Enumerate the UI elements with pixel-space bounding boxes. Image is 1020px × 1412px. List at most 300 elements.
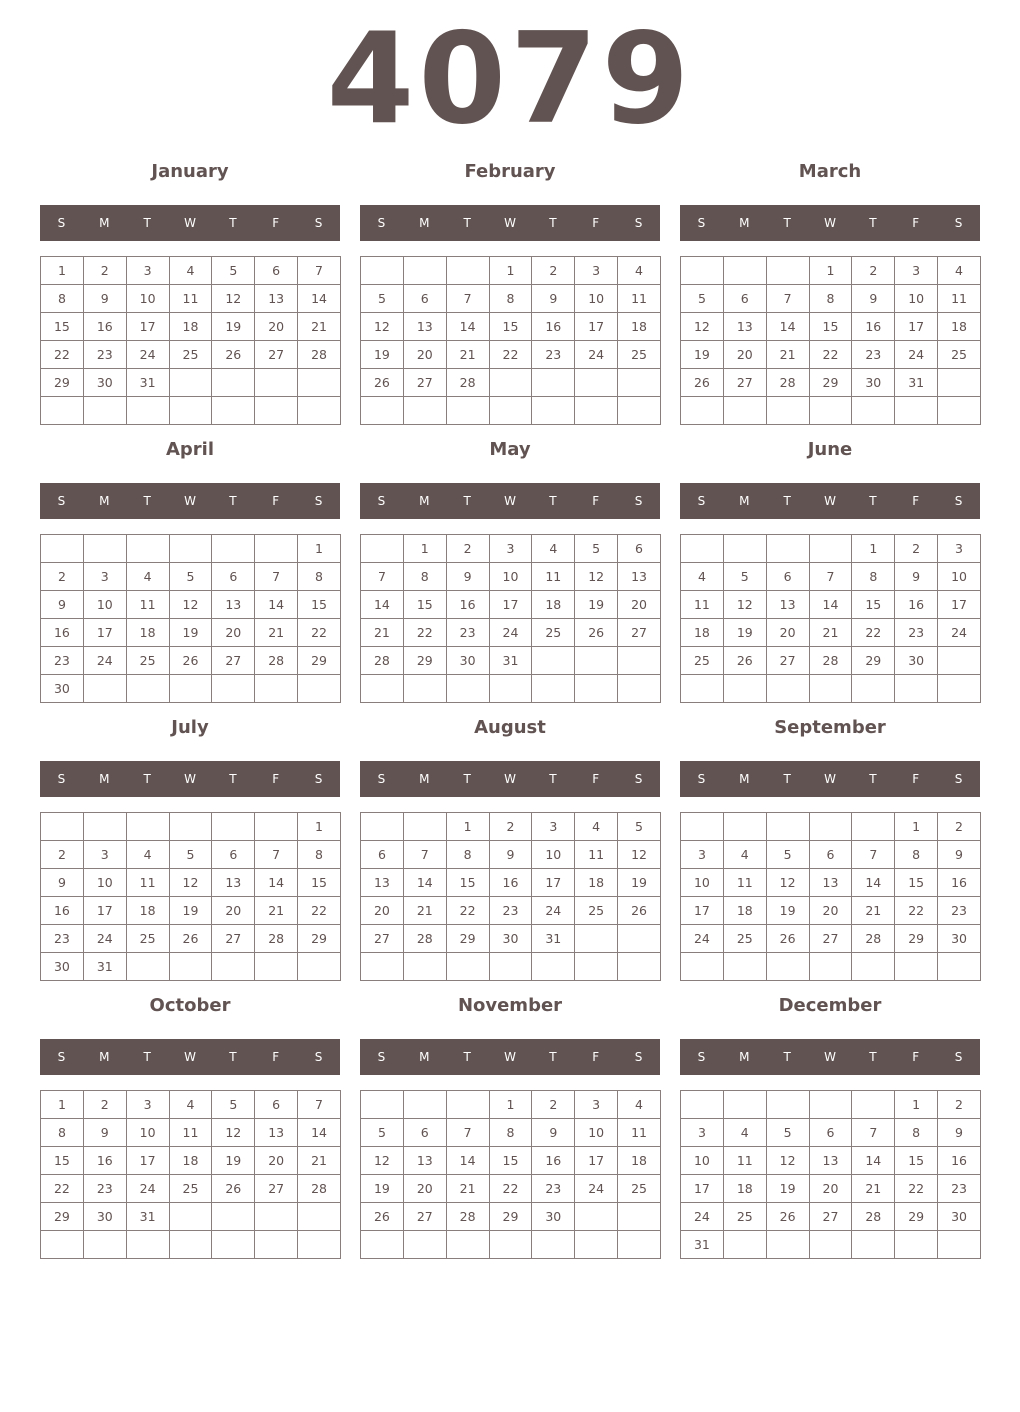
day-cell[interactable]: 4 (126, 563, 169, 591)
day-cell[interactable]: 4 (126, 841, 169, 869)
day-cell[interactable]: 10 (938, 563, 981, 591)
day-cell[interactable]: 25 (681, 647, 724, 675)
day-cell[interactable]: 21 (361, 619, 404, 647)
day-cell[interactable]: 5 (212, 257, 255, 285)
day-cell[interactable]: 27 (809, 1203, 852, 1231)
day-cell[interactable]: 29 (895, 925, 938, 953)
day-cell[interactable]: 11 (575, 841, 618, 869)
day-cell[interactable]: 21 (298, 1147, 341, 1175)
day-cell[interactable]: 8 (403, 563, 446, 591)
day-cell[interactable]: 12 (361, 313, 404, 341)
day-cell[interactable]: 2 (41, 841, 84, 869)
day-cell[interactable]: 15 (298, 869, 341, 897)
day-cell[interactable]: 8 (895, 1119, 938, 1147)
day-cell[interactable]: 28 (255, 925, 298, 953)
day-cell[interactable]: 7 (766, 285, 809, 313)
day-cell[interactable]: 16 (532, 1147, 575, 1175)
day-cell[interactable]: 12 (723, 591, 766, 619)
day-cell[interactable]: 16 (83, 1147, 126, 1175)
day-cell[interactable]: 23 (41, 647, 84, 675)
day-cell[interactable]: 17 (489, 591, 532, 619)
day-cell[interactable]: 10 (489, 563, 532, 591)
day-cell[interactable]: 26 (681, 369, 724, 397)
day-cell[interactable]: 7 (403, 841, 446, 869)
day-cell[interactable]: 7 (809, 563, 852, 591)
day-cell[interactable]: 22 (809, 341, 852, 369)
day-cell[interactable]: 17 (681, 897, 724, 925)
day-cell[interactable]: 24 (126, 341, 169, 369)
day-cell[interactable]: 30 (83, 1203, 126, 1231)
day-cell[interactable]: 16 (938, 869, 981, 897)
day-cell[interactable]: 5 (169, 563, 212, 591)
day-cell[interactable]: 30 (41, 675, 84, 703)
day-cell[interactable]: 8 (895, 841, 938, 869)
day-cell[interactable]: 25 (723, 1203, 766, 1231)
day-cell[interactable]: 19 (681, 341, 724, 369)
day-cell[interactable]: 20 (403, 341, 446, 369)
day-cell[interactable]: 6 (809, 1119, 852, 1147)
day-cell[interactable]: 20 (361, 897, 404, 925)
day-cell[interactable]: 29 (298, 925, 341, 953)
day-cell[interactable]: 3 (83, 841, 126, 869)
day-cell[interactable]: 30 (83, 369, 126, 397)
day-cell[interactable]: 17 (532, 869, 575, 897)
day-cell[interactable]: 25 (169, 1175, 212, 1203)
day-cell[interactable]: 15 (489, 313, 532, 341)
day-cell[interactable]: 7 (255, 563, 298, 591)
day-cell[interactable]: 22 (489, 341, 532, 369)
day-cell[interactable]: 2 (938, 1091, 981, 1119)
day-cell[interactable]: 10 (83, 591, 126, 619)
day-cell[interactable]: 27 (361, 925, 404, 953)
day-cell[interactable]: 8 (298, 563, 341, 591)
day-cell[interactable]: 9 (489, 841, 532, 869)
day-cell[interactable]: 11 (938, 285, 981, 313)
day-cell[interactable]: 19 (361, 341, 404, 369)
day-cell[interactable]: 27 (255, 341, 298, 369)
day-cell[interactable]: 4 (575, 813, 618, 841)
day-cell[interactable]: 28 (852, 1203, 895, 1231)
day-cell[interactable]: 18 (618, 1147, 661, 1175)
day-cell[interactable]: 23 (532, 341, 575, 369)
day-cell[interactable]: 18 (532, 591, 575, 619)
day-cell[interactable]: 12 (618, 841, 661, 869)
day-cell[interactable]: 9 (895, 563, 938, 591)
day-cell[interactable]: 25 (532, 619, 575, 647)
day-cell[interactable]: 11 (618, 285, 661, 313)
day-cell[interactable]: 10 (83, 869, 126, 897)
day-cell[interactable]: 2 (895, 535, 938, 563)
day-cell[interactable]: 2 (532, 1091, 575, 1119)
day-cell[interactable]: 24 (489, 619, 532, 647)
day-cell[interactable]: 30 (895, 647, 938, 675)
day-cell[interactable]: 2 (938, 813, 981, 841)
day-cell[interactable]: 17 (681, 1175, 724, 1203)
day-cell[interactable]: 6 (403, 285, 446, 313)
day-cell[interactable]: 28 (361, 647, 404, 675)
day-cell[interactable]: 5 (575, 535, 618, 563)
day-cell[interactable]: 22 (298, 619, 341, 647)
day-cell[interactable]: 1 (446, 813, 489, 841)
day-cell[interactable]: 25 (618, 341, 661, 369)
day-cell[interactable]: 3 (895, 257, 938, 285)
day-cell[interactable]: 27 (618, 619, 661, 647)
day-cell[interactable]: 24 (575, 1175, 618, 1203)
day-cell[interactable]: 30 (852, 369, 895, 397)
day-cell[interactable]: 21 (852, 897, 895, 925)
day-cell[interactable]: 18 (723, 1175, 766, 1203)
day-cell[interactable]: 6 (809, 841, 852, 869)
day-cell[interactable]: 5 (169, 841, 212, 869)
day-cell[interactable]: 17 (83, 619, 126, 647)
day-cell[interactable]: 6 (723, 285, 766, 313)
day-cell[interactable]: 20 (212, 619, 255, 647)
day-cell[interactable]: 31 (126, 1203, 169, 1231)
day-cell[interactable]: 18 (618, 313, 661, 341)
day-cell[interactable]: 25 (126, 647, 169, 675)
day-cell[interactable]: 28 (446, 1203, 489, 1231)
day-cell[interactable]: 30 (938, 925, 981, 953)
day-cell[interactable]: 31 (532, 925, 575, 953)
day-cell[interactable]: 12 (575, 563, 618, 591)
day-cell[interactable]: 13 (361, 869, 404, 897)
day-cell[interactable]: 2 (532, 257, 575, 285)
day-cell[interactable]: 26 (361, 1203, 404, 1231)
day-cell[interactable]: 24 (83, 925, 126, 953)
day-cell[interactable]: 14 (298, 1119, 341, 1147)
day-cell[interactable]: 21 (255, 619, 298, 647)
day-cell[interactable]: 21 (403, 897, 446, 925)
day-cell[interactable]: 10 (532, 841, 575, 869)
day-cell[interactable]: 3 (938, 535, 981, 563)
day-cell[interactable]: 9 (41, 591, 84, 619)
day-cell[interactable]: 4 (169, 1091, 212, 1119)
day-cell[interactable]: 29 (403, 647, 446, 675)
day-cell[interactable]: 6 (212, 563, 255, 591)
day-cell[interactable]: 5 (361, 1119, 404, 1147)
day-cell[interactable]: 1 (489, 257, 532, 285)
day-cell[interactable]: 3 (575, 257, 618, 285)
day-cell[interactable]: 22 (446, 897, 489, 925)
day-cell[interactable]: 6 (212, 841, 255, 869)
day-cell[interactable]: 16 (938, 1147, 981, 1175)
day-cell[interactable]: 8 (809, 285, 852, 313)
day-cell[interactable]: 6 (403, 1119, 446, 1147)
day-cell[interactable]: 19 (361, 1175, 404, 1203)
day-cell[interactable]: 17 (83, 897, 126, 925)
day-cell[interactable]: 1 (41, 1091, 84, 1119)
day-cell[interactable]: 15 (852, 591, 895, 619)
day-cell[interactable]: 7 (298, 1091, 341, 1119)
day-cell[interactable]: 10 (681, 1147, 724, 1175)
day-cell[interactable]: 9 (938, 841, 981, 869)
day-cell[interactable]: 12 (681, 313, 724, 341)
day-cell[interactable]: 26 (575, 619, 618, 647)
day-cell[interactable]: 23 (938, 897, 981, 925)
day-cell[interactable]: 27 (403, 1203, 446, 1231)
day-cell[interactable]: 8 (489, 1119, 532, 1147)
day-cell[interactable]: 14 (852, 869, 895, 897)
day-cell[interactable]: 24 (938, 619, 981, 647)
day-cell[interactable]: 15 (403, 591, 446, 619)
day-cell[interactable]: 30 (938, 1203, 981, 1231)
day-cell[interactable]: 12 (169, 869, 212, 897)
day-cell[interactable]: 15 (41, 1147, 84, 1175)
day-cell[interactable]: 18 (169, 313, 212, 341)
day-cell[interactable]: 20 (255, 313, 298, 341)
day-cell[interactable]: 9 (83, 285, 126, 313)
day-cell[interactable]: 13 (403, 313, 446, 341)
day-cell[interactable]: 6 (766, 563, 809, 591)
day-cell[interactable]: 29 (489, 1203, 532, 1231)
day-cell[interactable]: 16 (446, 591, 489, 619)
day-cell[interactable]: 27 (403, 369, 446, 397)
day-cell[interactable]: 13 (618, 563, 661, 591)
day-cell[interactable]: 16 (895, 591, 938, 619)
day-cell[interactable]: 21 (766, 341, 809, 369)
day-cell[interactable]: 25 (938, 341, 981, 369)
day-cell[interactable]: 23 (83, 1175, 126, 1203)
day-cell[interactable]: 29 (41, 1203, 84, 1231)
day-cell[interactable]: 14 (298, 285, 341, 313)
day-cell[interactable]: 1 (298, 813, 341, 841)
day-cell[interactable]: 12 (766, 1147, 809, 1175)
day-cell[interactable]: 7 (446, 1119, 489, 1147)
day-cell[interactable]: 11 (618, 1119, 661, 1147)
day-cell[interactable]: 27 (255, 1175, 298, 1203)
day-cell[interactable]: 1 (403, 535, 446, 563)
day-cell[interactable]: 19 (212, 1147, 255, 1175)
day-cell[interactable]: 16 (489, 869, 532, 897)
day-cell[interactable]: 19 (169, 619, 212, 647)
day-cell[interactable]: 2 (83, 257, 126, 285)
day-cell[interactable]: 13 (403, 1147, 446, 1175)
day-cell[interactable]: 26 (766, 1203, 809, 1231)
day-cell[interactable]: 13 (809, 869, 852, 897)
day-cell[interactable]: 20 (618, 591, 661, 619)
day-cell[interactable]: 4 (532, 535, 575, 563)
day-cell[interactable]: 10 (575, 1119, 618, 1147)
day-cell[interactable]: 11 (126, 869, 169, 897)
day-cell[interactable]: 25 (618, 1175, 661, 1203)
day-cell[interactable]: 5 (766, 841, 809, 869)
day-cell[interactable]: 24 (126, 1175, 169, 1203)
day-cell[interactable]: 27 (212, 647, 255, 675)
day-cell[interactable]: 10 (126, 285, 169, 313)
day-cell[interactable]: 24 (532, 897, 575, 925)
day-cell[interactable]: 19 (766, 1175, 809, 1203)
day-cell[interactable]: 25 (126, 925, 169, 953)
day-cell[interactable]: 31 (681, 1231, 724, 1259)
day-cell[interactable]: 11 (532, 563, 575, 591)
day-cell[interactable]: 27 (809, 925, 852, 953)
day-cell[interactable]: 19 (723, 619, 766, 647)
day-cell[interactable]: 13 (255, 285, 298, 313)
day-cell[interactable]: 13 (809, 1147, 852, 1175)
day-cell[interactable]: 28 (809, 647, 852, 675)
day-cell[interactable]: 12 (169, 591, 212, 619)
day-cell[interactable]: 3 (489, 535, 532, 563)
day-cell[interactable]: 1 (489, 1091, 532, 1119)
day-cell[interactable]: 7 (255, 841, 298, 869)
day-cell[interactable]: 3 (126, 1091, 169, 1119)
day-cell[interactable]: 23 (41, 925, 84, 953)
day-cell[interactable]: 4 (618, 1091, 661, 1119)
day-cell[interactable]: 23 (489, 897, 532, 925)
day-cell[interactable]: 2 (489, 813, 532, 841)
day-cell[interactable]: 14 (809, 591, 852, 619)
day-cell[interactable]: 12 (212, 1119, 255, 1147)
day-cell[interactable]: 19 (618, 869, 661, 897)
day-cell[interactable]: 14 (852, 1147, 895, 1175)
day-cell[interactable]: 22 (403, 619, 446, 647)
day-cell[interactable]: 5 (618, 813, 661, 841)
day-cell[interactable]: 29 (852, 647, 895, 675)
day-cell[interactable]: 25 (723, 925, 766, 953)
day-cell[interactable]: 30 (446, 647, 489, 675)
day-cell[interactable]: 22 (895, 897, 938, 925)
day-cell[interactable]: 15 (446, 869, 489, 897)
day-cell[interactable]: 9 (532, 1119, 575, 1147)
day-cell[interactable]: 20 (809, 1175, 852, 1203)
day-cell[interactable]: 13 (723, 313, 766, 341)
day-cell[interactable]: 29 (809, 369, 852, 397)
day-cell[interactable]: 5 (723, 563, 766, 591)
day-cell[interactable]: 31 (489, 647, 532, 675)
day-cell[interactable]: 8 (41, 1119, 84, 1147)
day-cell[interactable]: 15 (809, 313, 852, 341)
day-cell[interactable]: 18 (723, 897, 766, 925)
day-cell[interactable]: 18 (126, 619, 169, 647)
day-cell[interactable]: 22 (298, 897, 341, 925)
day-cell[interactable]: 13 (212, 869, 255, 897)
day-cell[interactable]: 20 (809, 897, 852, 925)
day-cell[interactable]: 11 (723, 869, 766, 897)
day-cell[interactable]: 24 (681, 925, 724, 953)
day-cell[interactable]: 18 (126, 897, 169, 925)
day-cell[interactable]: 2 (852, 257, 895, 285)
day-cell[interactable]: 27 (212, 925, 255, 953)
day-cell[interactable]: 23 (852, 341, 895, 369)
day-cell[interactable]: 22 (41, 1175, 84, 1203)
day-cell[interactable]: 16 (41, 897, 84, 925)
day-cell[interactable]: 28 (403, 925, 446, 953)
day-cell[interactable]: 3 (681, 1119, 724, 1147)
day-cell[interactable]: 11 (169, 1119, 212, 1147)
day-cell[interactable]: 9 (41, 869, 84, 897)
day-cell[interactable]: 10 (895, 285, 938, 313)
day-cell[interactable]: 31 (895, 369, 938, 397)
day-cell[interactable]: 6 (255, 1091, 298, 1119)
day-cell[interactable]: 14 (446, 1147, 489, 1175)
day-cell[interactable]: 7 (852, 1119, 895, 1147)
day-cell[interactable]: 13 (212, 591, 255, 619)
day-cell[interactable]: 7 (446, 285, 489, 313)
day-cell[interactable]: 15 (895, 869, 938, 897)
day-cell[interactable]: 14 (255, 869, 298, 897)
day-cell[interactable]: 3 (681, 841, 724, 869)
day-cell[interactable]: 11 (169, 285, 212, 313)
day-cell[interactable]: 29 (446, 925, 489, 953)
day-cell[interactable]: 12 (766, 869, 809, 897)
day-cell[interactable]: 17 (126, 1147, 169, 1175)
day-cell[interactable]: 25 (169, 341, 212, 369)
day-cell[interactable]: 8 (489, 285, 532, 313)
day-cell[interactable]: 31 (83, 953, 126, 981)
day-cell[interactable]: 28 (298, 1175, 341, 1203)
day-cell[interactable]: 20 (723, 341, 766, 369)
day-cell[interactable]: 24 (83, 647, 126, 675)
day-cell[interactable]: 7 (298, 257, 341, 285)
day-cell[interactable]: 9 (83, 1119, 126, 1147)
day-cell[interactable]: 1 (298, 535, 341, 563)
day-cell[interactable]: 11 (723, 1147, 766, 1175)
day-cell[interactable]: 17 (126, 313, 169, 341)
day-cell[interactable]: 11 (681, 591, 724, 619)
day-cell[interactable]: 3 (126, 257, 169, 285)
day-cell[interactable]: 31 (126, 369, 169, 397)
day-cell[interactable]: 26 (361, 369, 404, 397)
day-cell[interactable]: 25 (575, 897, 618, 925)
day-cell[interactable]: 9 (446, 563, 489, 591)
day-cell[interactable]: 5 (212, 1091, 255, 1119)
day-cell[interactable]: 22 (852, 619, 895, 647)
day-cell[interactable]: 18 (681, 619, 724, 647)
day-cell[interactable]: 19 (212, 313, 255, 341)
day-cell[interactable]: 29 (41, 369, 84, 397)
day-cell[interactable]: 14 (446, 313, 489, 341)
day-cell[interactable]: 23 (938, 1175, 981, 1203)
day-cell[interactable]: 4 (169, 257, 212, 285)
day-cell[interactable]: 23 (895, 619, 938, 647)
day-cell[interactable]: 12 (212, 285, 255, 313)
day-cell[interactable]: 13 (766, 591, 809, 619)
day-cell[interactable]: 24 (681, 1203, 724, 1231)
day-cell[interactable]: 6 (255, 257, 298, 285)
day-cell[interactable]: 23 (532, 1175, 575, 1203)
day-cell[interactable]: 30 (41, 953, 84, 981)
day-cell[interactable]: 13 (255, 1119, 298, 1147)
day-cell[interactable]: 23 (446, 619, 489, 647)
day-cell[interactable]: 10 (126, 1119, 169, 1147)
day-cell[interactable]: 26 (169, 647, 212, 675)
day-cell[interactable]: 4 (723, 1119, 766, 1147)
day-cell[interactable]: 9 (532, 285, 575, 313)
day-cell[interactable]: 3 (532, 813, 575, 841)
day-cell[interactable]: 27 (766, 647, 809, 675)
day-cell[interactable]: 8 (41, 285, 84, 313)
day-cell[interactable]: 15 (298, 591, 341, 619)
day-cell[interactable]: 19 (766, 897, 809, 925)
day-cell[interactable]: 16 (41, 619, 84, 647)
day-cell[interactable]: 28 (852, 925, 895, 953)
day-cell[interactable]: 8 (446, 841, 489, 869)
day-cell[interactable]: 4 (938, 257, 981, 285)
day-cell[interactable]: 17 (938, 591, 981, 619)
day-cell[interactable]: 22 (895, 1175, 938, 1203)
day-cell[interactable]: 19 (169, 897, 212, 925)
day-cell[interactable]: 15 (895, 1147, 938, 1175)
day-cell[interactable]: 2 (446, 535, 489, 563)
day-cell[interactable]: 7 (361, 563, 404, 591)
day-cell[interactable]: 20 (766, 619, 809, 647)
day-cell[interactable]: 3 (83, 563, 126, 591)
day-cell[interactable]: 21 (298, 313, 341, 341)
day-cell[interactable]: 6 (361, 841, 404, 869)
day-cell[interactable]: 1 (895, 1091, 938, 1119)
day-cell[interactable]: 28 (298, 341, 341, 369)
day-cell[interactable]: 21 (255, 897, 298, 925)
